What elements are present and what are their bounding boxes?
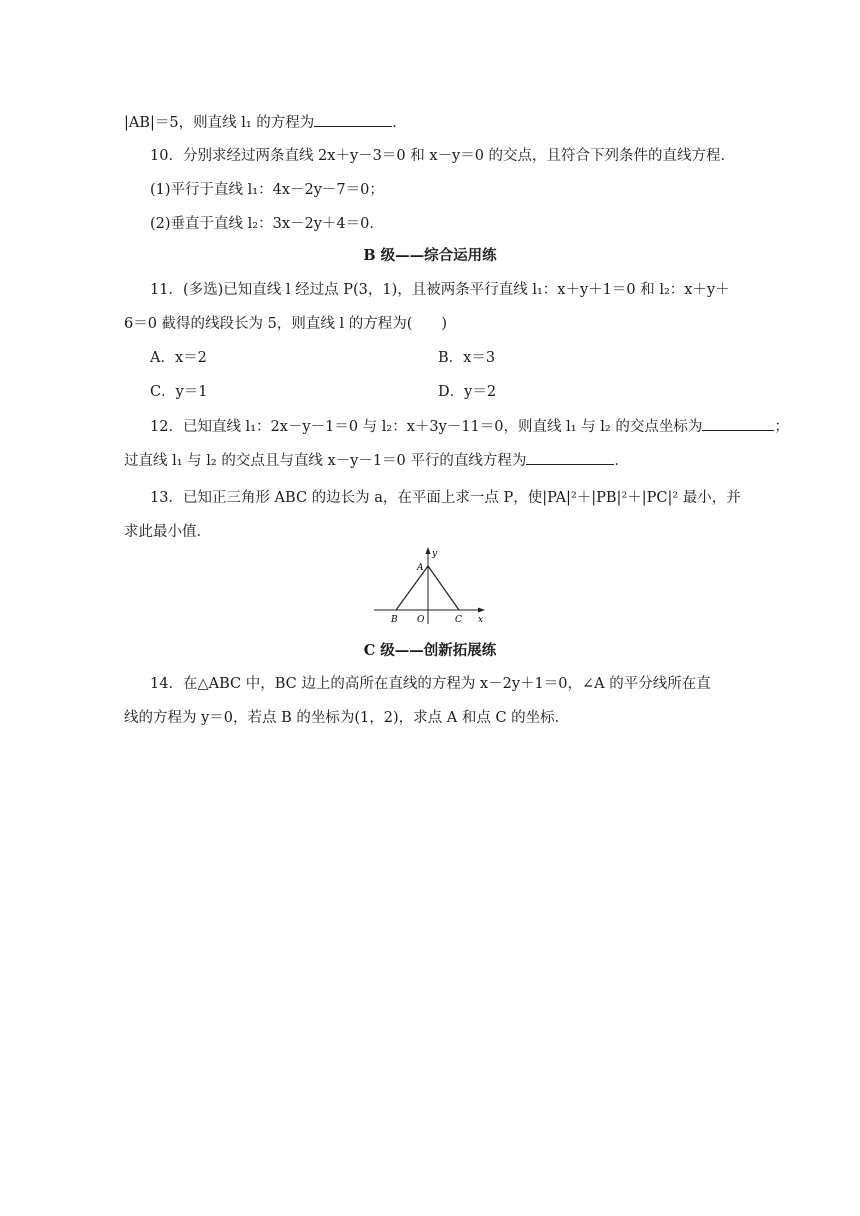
point-a-label: A bbox=[417, 563, 424, 573]
problem-11-cont bbox=[124, 314, 447, 334]
text: C．y＝1 bbox=[150, 384, 208, 400]
option-a bbox=[150, 348, 207, 368]
text-tail: ． bbox=[392, 115, 407, 131]
problem-12-cont bbox=[124, 450, 629, 471]
text: D．y＝2 bbox=[438, 384, 497, 400]
point-b-label: B bbox=[391, 615, 398, 625]
text: 13．已知正三角形 ABC 的边长为 a，在平面上求一点 P，使|PA|²＋|PB|²＋|PC|² 最小，并 bbox=[150, 490, 741, 506]
problem-9-tail bbox=[124, 112, 407, 133]
text-tail: ． bbox=[614, 453, 629, 469]
problem-14 bbox=[150, 674, 711, 694]
text: 过直线 l₁ 与 l₂ 的交点且与直线 x－y－1＝0 平行的直线方程为 bbox=[124, 453, 527, 469]
text: 10．分别求经过两条直线 2x＋y－3＝0 和 x－y＝0 的交点，且符合下列条件的直线方程． bbox=[150, 148, 736, 164]
problem-13-cont bbox=[124, 522, 211, 542]
text: 6＝0 截得的线段长为 5，则直线 l 的方程为( ) bbox=[124, 316, 448, 332]
problem-10-part-2 bbox=[150, 214, 384, 234]
problem-11 bbox=[150, 280, 730, 300]
text: A．x＝2 bbox=[150, 350, 207, 366]
y-axis-arrow bbox=[426, 547, 431, 554]
x-axis-arrow bbox=[478, 608, 485, 613]
problem-12 bbox=[150, 416, 789, 437]
option-c bbox=[150, 382, 208, 402]
x-axis-label: x bbox=[478, 615, 484, 625]
text: B．x＝3 bbox=[438, 350, 496, 366]
problem-10 bbox=[150, 146, 735, 166]
y-axis-label: y bbox=[432, 549, 438, 559]
text: (2)垂直于直线 l₂：3x－2y＋4＝0． bbox=[150, 216, 384, 232]
problem-10-part-1 bbox=[150, 180, 384, 200]
section-heading-c: C 级——创新拓展练 bbox=[363, 642, 497, 659]
answer-blank bbox=[526, 450, 614, 465]
text: 线的方程为 y＝0，若点 B 的坐标为(1，2)，求点 A 和点 C 的坐标． bbox=[124, 710, 570, 726]
text: 14．在△ABC 中，BC 边上的高所在直线的方程为 x－2y＋1＝0，∠A 的平分线所在直 bbox=[150, 676, 711, 692]
point-c-label: C bbox=[455, 615, 462, 625]
problem-14-cont bbox=[124, 708, 569, 728]
problem-13 bbox=[150, 488, 741, 508]
text: 12．已知直线 l₁：2x－y－1＝0 与 l₂：x＋3y－11＝0，则直线 l₁ 与 l₂ 的交点坐标为 bbox=[150, 419, 703, 435]
text-tail: ； bbox=[774, 419, 789, 435]
option-b bbox=[438, 348, 495, 368]
answer-blank bbox=[314, 112, 392, 127]
side-ac bbox=[428, 566, 459, 610]
section-heading-b: B 级——综合运用练 bbox=[363, 247, 497, 264]
text: 11．(多选)已知直线 l 经过点 P(3，1)，且被两条平行直线 l₁：x＋y＋1＝0 和 l₂：x＋y＋ bbox=[150, 282, 730, 298]
text: |AB|＝5，则直线 l₁ 的方程为 bbox=[124, 115, 315, 131]
text: (1)平行于直线 l₁：4x－2y－7＝0； bbox=[150, 182, 384, 198]
answer-blank bbox=[702, 416, 774, 431]
option-d bbox=[438, 382, 496, 402]
text: 求此最小值． bbox=[124, 524, 211, 540]
origin-label: O bbox=[417, 615, 425, 625]
triangle-figure bbox=[370, 544, 490, 626]
